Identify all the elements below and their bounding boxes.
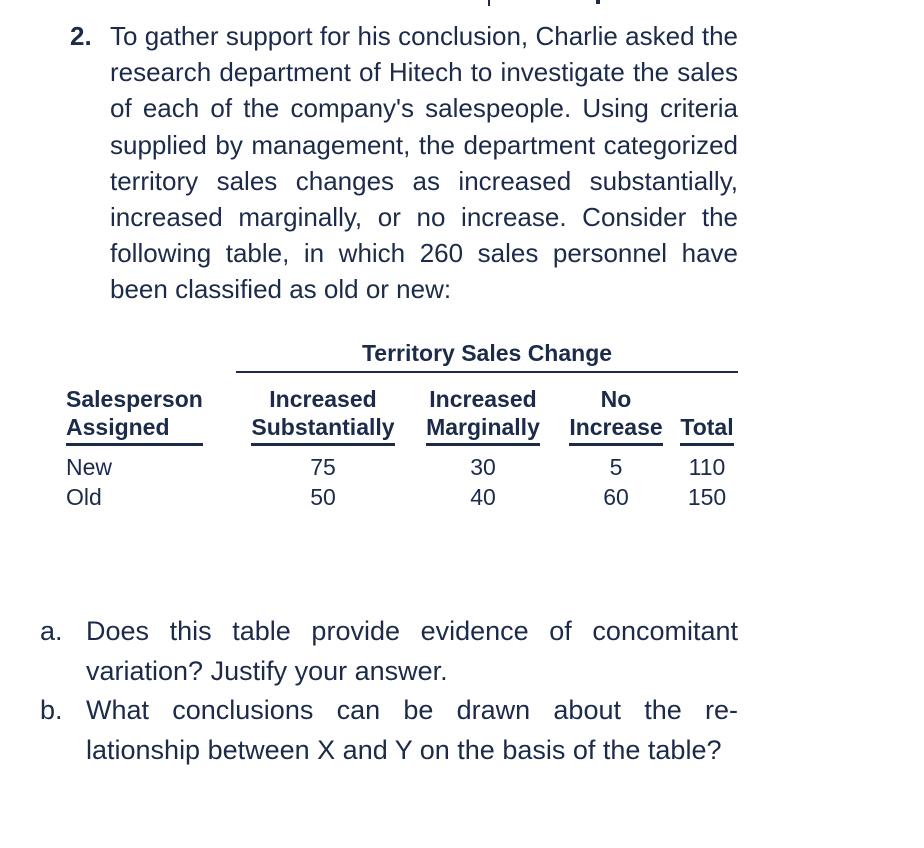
column-header-increased-substantially	[236, 373, 410, 446]
column-header-no-increase	[556, 373, 676, 446]
cropped-top-marks	[0, 0, 924, 12]
column-header-line2: Assigned	[66, 414, 170, 440]
row-label: Old	[66, 484, 102, 510]
column-header-line1: Salesperson	[66, 386, 203, 412]
table-cell: 30	[470, 454, 496, 480]
table-cell: 150	[687, 484, 727, 510]
column-header-salesperson	[66, 373, 236, 446]
problem-number: 2.	[70, 21, 92, 51]
table-row	[66, 482, 738, 512]
table-cell: 60	[603, 484, 629, 510]
question-b	[40, 691, 738, 770]
table-cell: 75	[310, 454, 336, 480]
table-cell: 5	[609, 454, 623, 480]
column-header-line1: Increased	[269, 386, 377, 412]
table-cell: 40	[470, 484, 496, 510]
question-letter: a.	[40, 616, 63, 646]
column-header-line2: Total	[680, 414, 734, 440]
spanning-header-row	[66, 340, 738, 373]
spanning-header: Territory Sales Change	[236, 340, 738, 373]
column-header-increased-marginally	[410, 373, 556, 446]
column-header-line1: No	[600, 386, 632, 412]
column-header-line2: Marginally	[426, 414, 540, 440]
table-cell: 110	[688, 454, 726, 480]
column-header-total	[676, 373, 738, 446]
sales-table-container	[66, 340, 738, 512]
question-letter: b.	[40, 695, 63, 725]
column-header-line1: Increased	[429, 386, 537, 412]
table-row	[66, 446, 738, 482]
column-header-row	[66, 373, 738, 446]
column-header-line2: Increase	[569, 414, 663, 440]
question-a	[40, 612, 738, 691]
question-text: What conclusions can be drawn about the re-lationship between X and Y on the basis of the table?	[86, 695, 738, 765]
question-text: Does this table provide evidence of concomitant variation? Justify your answer.	[86, 616, 738, 686]
problem-text: To gather support for his conclusion, Charlie asked the research department of Hitech to investigate the sales of each of the company's salespeople. Using criteria supplied by management, the department categorized territory sales changes as increased substantially, increased marginally, or no increase. Consider the following table, in which 260 sales personnel have been classified as old or new:	[110, 21, 738, 305]
territory-sales-table	[66, 340, 738, 512]
row-label: New	[66, 454, 113, 480]
question-list	[40, 612, 738, 770]
column-header-line2: Substantially	[251, 414, 395, 440]
table-cell: 50	[310, 484, 336, 510]
problem-2	[70, 18, 738, 308]
